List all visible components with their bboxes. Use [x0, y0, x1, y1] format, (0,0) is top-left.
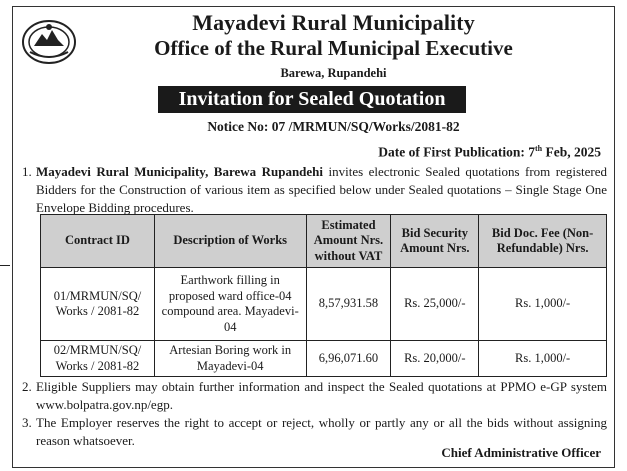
cell-estimated-amount: 6,96,071.60: [306, 341, 391, 377]
cell-bid-doc-fee: Rs. 1,000/-: [479, 268, 607, 341]
paragraph-text: invites electronic Sealed quotations from registered Bidders for the Construction of various item as specified below under Sealed quotations – Single Stage One Envelope Bidding procedures.: [36, 164, 607, 215]
paragraph-number: 1.: [22, 164, 32, 179]
paragraph-number: 2.: [22, 379, 32, 394]
margin-mark: [0, 265, 10, 266]
paragraph-text: Eligible Suppliers may obtain further information and inspect the Sealed quotations at PPMO e-GP system www.bolpatra.gov.np/egp.: [36, 379, 607, 412]
quotation-table: [40, 214, 607, 377]
col-description: Description of Works: [154, 215, 306, 268]
cell-bid-security: Rs. 20,000/-: [391, 341, 479, 377]
notice-number: Notice No: 07 /MRMUN/SQ/Works/2081-82: [207, 119, 460, 134]
address: Barewa, Rupandehi: [280, 66, 387, 80]
table-row: [41, 341, 607, 377]
org-name: Mayadevi Rural Municipality: [192, 10, 475, 35]
paragraph-1: [22, 163, 607, 217]
invitation-banner: Invitation for Sealed Quotation: [158, 86, 466, 113]
cell-estimated-amount: 8,57,931.58: [306, 268, 391, 341]
publication-date: Date of First Publication: 7th Feb, 2025: [378, 144, 601, 160]
cell-bid-security: Rs. 25,000/-: [391, 268, 479, 341]
paragraph-number: 3.: [22, 415, 32, 430]
col-bid-doc-fee: Bid Doc. Fee (Non-Refundable) Nrs.: [479, 215, 607, 268]
table-header-row: [41, 215, 607, 268]
col-estimated-amount: Estimated Amount Nrs. without VAT: [306, 215, 391, 268]
col-contract-id: Contract ID: [41, 215, 155, 268]
signatory: Chief Administrative Officer: [441, 445, 601, 460]
paragraph-text: The Employer reserves the right to accept or reject, wholly or partly any or all the bids without assigning reason whatsoever.: [36, 415, 607, 448]
paragraph-2: [22, 378, 607, 414]
cell-contract-id: 01/MRMUN/SQ/ Works / 2081-82: [41, 268, 155, 341]
cell-bid-doc-fee: Rs. 1,000/-: [479, 341, 607, 377]
table-row: [41, 268, 607, 341]
cell-contract-id: 02/MRMUN/SQ/ Works / 2081-82: [41, 341, 155, 377]
paragraph-bold-text: Mayadevi Rural Municipality, Barewa Rupandehi: [36, 164, 324, 179]
office-name: Office of the Rural Municipal Executive: [154, 36, 513, 60]
cell-description: Earthwork filling in proposed ward office-04 compound area. Mayadevi-04: [154, 268, 306, 341]
col-bid-security: Bid Security Amount Nrs.: [391, 215, 479, 268]
cell-description: Artesian Boring work in Mayadevi-04: [154, 341, 306, 377]
